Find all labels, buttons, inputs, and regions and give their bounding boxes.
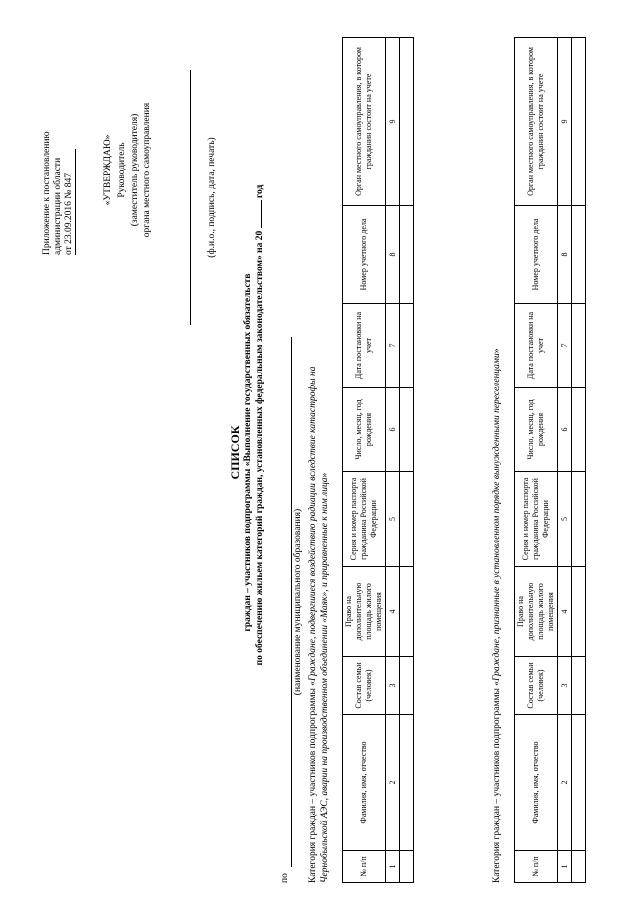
table1-empty-row: [400, 38, 414, 883]
category1-suffix: »: [320, 472, 330, 478]
table1-number-cell: 5: [386, 472, 400, 567]
citizens-table-1: [342, 37, 414, 883]
appendix-line2: администрации области: [53, 157, 63, 255]
category2-prefix: Категория граждан – участников подпрограммы «: [492, 681, 502, 883]
table1-number-cell: 1: [386, 851, 400, 883]
table2-number-cell: 2: [558, 715, 572, 851]
table1-number-cell: 6: [386, 388, 400, 472]
table1-header-cell: Число, месяц, год рождения: [343, 388, 386, 472]
table1-number-cell: 7: [386, 304, 400, 388]
table2-header-cell: Фамилия, имя, отчество: [515, 715, 558, 851]
category1-line1: [308, 367, 319, 883]
table2-number-cell: 5: [558, 472, 572, 567]
municipality-line: [291, 337, 292, 867]
approved-label: «УТВЕРЖДАЮ»: [103, 134, 113, 206]
table2-empty-row: [572, 38, 586, 883]
document-title: СПИСОК: [228, 425, 242, 480]
table1-number-cell: 4: [386, 567, 400, 657]
table2-number-row: [558, 38, 572, 883]
appendix-date: от 23.09.2016 № 847: [64, 149, 76, 255]
category2-text: Граждане, признанные в установленном порядке вынужденными переселенцами: [492, 353, 502, 681]
table1-header-cell: Право на дополнительную площадь жилого помещения: [343, 567, 386, 657]
table2-header-cell: Дата постановки на учет: [515, 304, 558, 388]
table2-header-row: [515, 38, 558, 883]
category1-text1: Граждане, подвергшиеся воздействию радиации вследствие катастрофы на: [308, 366, 318, 681]
table1-header-cell: Состав семьи (человек): [343, 657, 386, 715]
table2-header-cell: Состав семьи (человек): [515, 657, 558, 715]
table2-number-cell: 1: [558, 851, 572, 883]
table1-header-cell: № п/п: [343, 851, 386, 883]
approver-title: Руководитель: [117, 142, 127, 198]
municipality-caption: (наименование муниципального образования): [293, 508, 303, 696]
table2-number-cell: 7: [558, 304, 572, 388]
table1-header-row: [343, 38, 386, 883]
table2-header-cell: Число, месяц, год рождения: [515, 388, 558, 472]
table2-number-cell: 6: [558, 388, 572, 472]
category1-line2: [320, 473, 331, 883]
table2-header-cell: Право на дополнительную площадь жилого помещения: [515, 567, 558, 657]
table1-number-cell: 8: [386, 206, 400, 304]
table2-header-cell: Номер учетного дела: [515, 206, 558, 304]
table1-header-cell: Серия и номер паспорта гражданина Российской Федерации: [343, 472, 386, 567]
table1-number-cell: 2: [386, 715, 400, 851]
table2-header-cell: № п/п: [515, 851, 558, 883]
table2-number-cell: 3: [558, 657, 572, 715]
table2-number-cell: 8: [558, 206, 572, 304]
table1-number-cell: 3: [386, 657, 400, 715]
category1-text2: Чернобыльской АЭС, аварии на производственном объединении «Маяк», и приравненные к ним лица: [320, 477, 330, 883]
year-blank: [261, 200, 262, 228]
signature-line: [190, 70, 191, 325]
table2-header-cell: Орган местного самоуправления, в котором гражданин состоит на учете: [515, 38, 558, 206]
citizens-table-2: [514, 37, 586, 883]
table2-number-cell: 9: [558, 38, 572, 206]
table1-header-cell: Номер учетного дела: [343, 206, 386, 304]
title-line1: граждан – участников подпрограммы «Выполнение государственных обязательств: [243, 273, 253, 632]
table1-header-cell: Дата постановки на учет: [343, 304, 386, 388]
category2-suffix: »: [492, 348, 502, 354]
table1-header-cell: Орган местного самоуправления, в котором гражданин состоит на учете: [343, 38, 386, 206]
category1-prefix: Категория граждан – участников подпрограммы «: [308, 681, 318, 883]
approver-deputy: (заместитель руководителя): [130, 113, 140, 227]
table1-header-cell: Фамилия, имя, отчество: [343, 715, 386, 851]
approver-organ: органа местного самоуправления: [142, 102, 152, 238]
category2-line: [492, 349, 503, 883]
table2-header-cell: Серия и номер паспорта гражданина Российской Федерации: [515, 472, 558, 567]
po-label: по: [280, 873, 290, 883]
table1-number-row: [386, 38, 400, 883]
signature-caption: (ф.и.о., подпись, дата, печать): [207, 137, 217, 258]
appendix-line1: Приложение к постановлению: [42, 131, 52, 255]
table2-number-cell: 4: [558, 567, 572, 657]
title-line2-text: по обеспечению жильем категорий граждан, установленных федеральным законодательством» на 20: [255, 230, 265, 666]
table1-number-cell: 9: [386, 38, 400, 206]
title-year-word: год: [255, 184, 265, 199]
title-line2: [255, 65, 266, 785]
